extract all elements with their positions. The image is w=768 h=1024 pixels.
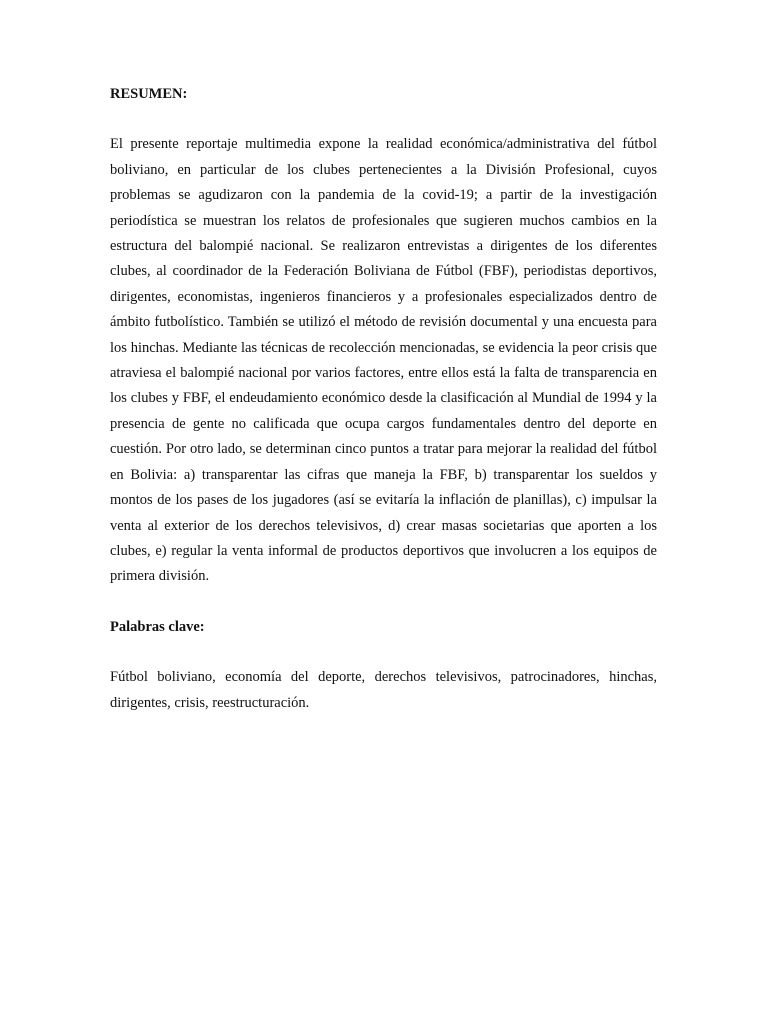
keywords-paragraph: Fútbol boliviano, economía del deporte, derechos televisivos, patrocinadores, hinchas, dirigentes, crisis, reestructuración. [110,669,657,711]
keywords-heading: Palabras clave: [110,618,205,635]
document-content [110,82,657,716]
abstract-paragraph: El presente reportaje multimedia expone la realidad económica/administrativa del fútbol boliviano, en particular de los clubes pertenecientes a la División Profesional, cuyos problemas se agudizaron con la pandemia de la covid-19; a partir de la investigación periodística se muestran los relatos de profesionales que sugieren muchos cambios en la estructura del balompié nacional. Se realizaron entrevistas a dirigentes de los diferentes clubes, al coordinador de la Federación Boliviana de Fútbol (FBF), periodistas deportivos, dirigentes, economistas, ingenieros financieros y a profesionales especializados dentro de ámbito futbolístico. También se utilizó el método de revisión documental y una encuesta para los hinchas. Mediante las técnicas de recolección mencionadas, se evidencia la peor crisis que atraviesa el balompié nacional por varios factores, entre ellos está la falta de transparencia en los clubes y FBF, el endeudamiento económico desde la clasificación al Mundial de 1994 y la presencia de gente no calificada que ocupa cargos fundamentales dentro del deporte en cuestión. Por otro lado, se determinan cinco puntos a tratar para mejorar la realidad del fútbol en Bolivia: a) transparentar las cifras que maneja la FBF, b) transparentar los sueldos y montos de los pases de los jugadores (así se evitaría la inflación de planillas), c) impulsar la venta al exterior de los derechos televisivos, d) crear masas societarias que aporten a los clubes, e) regular la venta informal de productos deportivos que involucren a los equipos de primera división. [110,136,657,585]
abstract-heading: RESUMEN: [110,86,188,102]
